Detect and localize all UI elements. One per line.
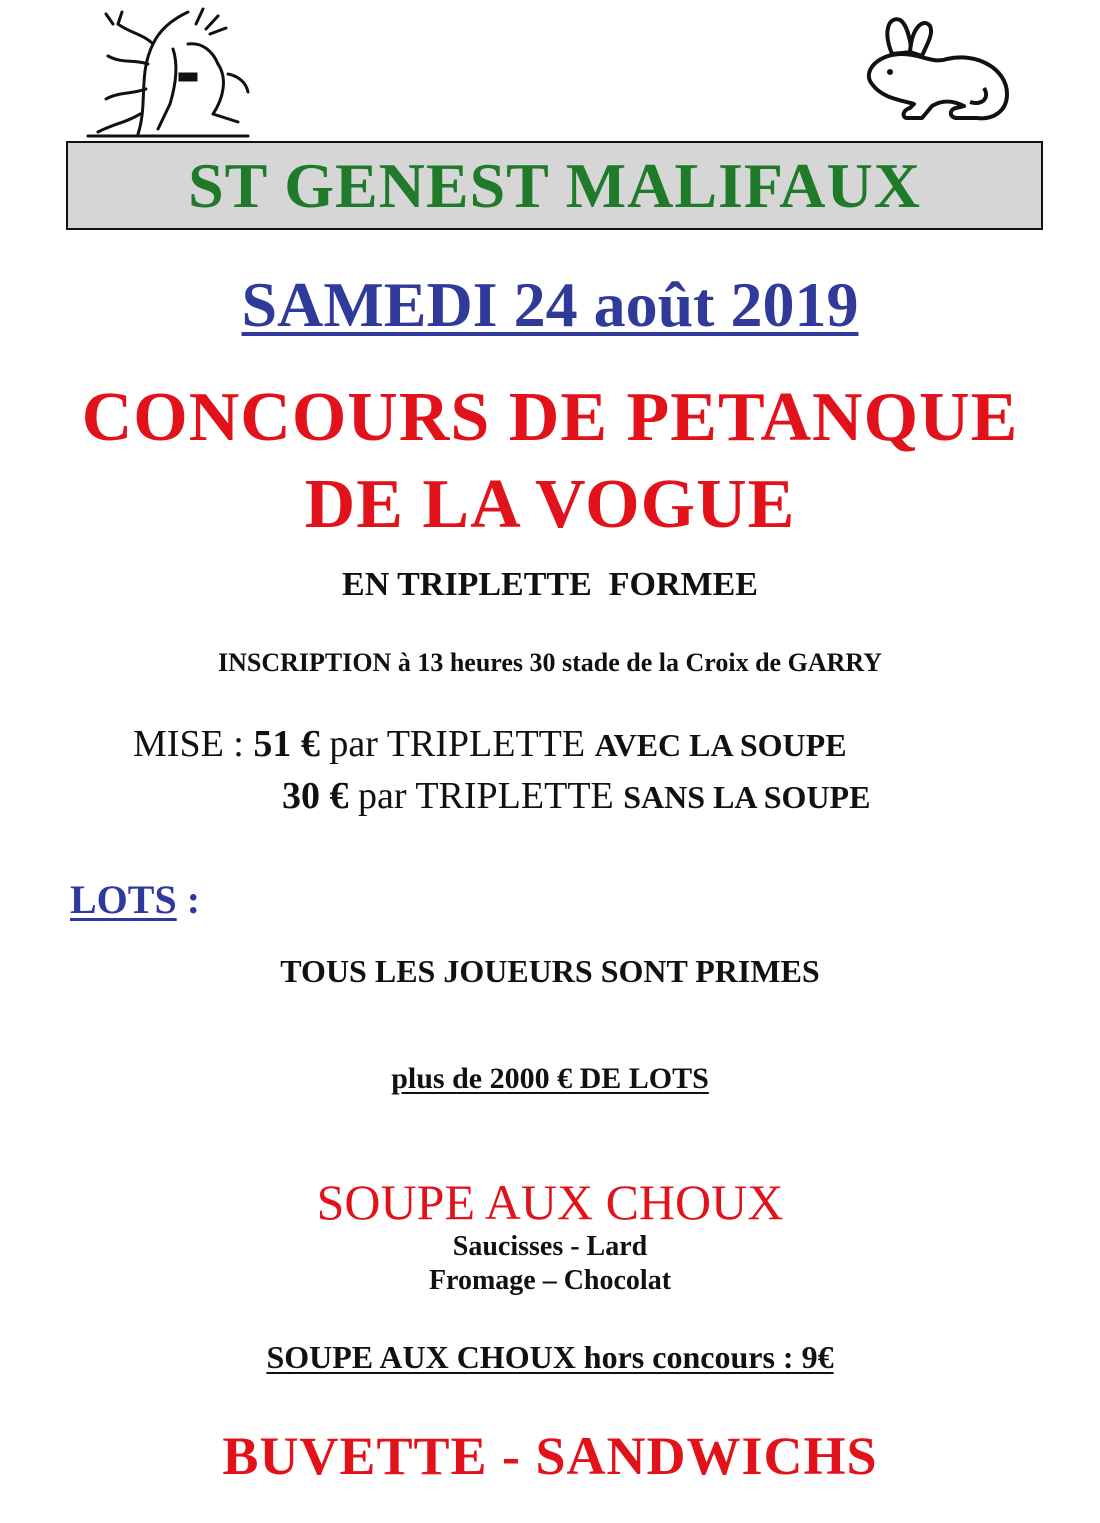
petanque-player-illustration-icon xyxy=(78,4,258,140)
lots-heading-text: LOTS xyxy=(70,877,177,922)
event-title-line2: DE LA VOGUE xyxy=(304,466,796,543)
rabbit-icon xyxy=(852,14,1018,126)
mise-amount-without-soup: 30 € xyxy=(282,775,349,817)
event-title-line1: CONCOURS DE PETANQUE xyxy=(81,379,1019,456)
town-banner xyxy=(66,141,1043,230)
soupe-title: SOUPE AUX CHOUX xyxy=(316,1174,784,1230)
soupe-item: Fromage – Chocolat xyxy=(428,1265,672,1296)
soupe-item: Saucisses - Lard xyxy=(452,1231,648,1262)
mise-amount-with-soup: 51 € xyxy=(253,723,320,765)
mise-suffix-with-soup: AVEC LA SOUPE xyxy=(594,727,847,763)
mise-text-with-soup: par TRIPLETTE xyxy=(319,723,595,765)
lots-heading xyxy=(70,876,200,923)
soupe-hors-concours-text: SOUPE AUX CHOUX hors concours : 9€ xyxy=(266,1339,834,1375)
mise-row-with-soup xyxy=(133,722,847,766)
event-format: EN TRIPLETTE FORMEE xyxy=(342,566,758,603)
lots-total-text: plus de 2000 € DE LOTS xyxy=(391,1062,709,1095)
lots-all-players-prized: TOUS LES JOUEURS SONT PRIMES xyxy=(280,953,820,989)
mise-suffix-without-soup: SANS LA SOUPE xyxy=(623,779,871,815)
mise-text-without-soup: par TRIPLETTE xyxy=(348,775,624,817)
event-date xyxy=(0,268,1100,342)
buvette-sandwichs: BUVETTE - SANDWICHS xyxy=(222,1426,878,1486)
mise-row-without-soup xyxy=(282,774,870,818)
town-name: ST GENEST MALIFAUX xyxy=(188,149,921,221)
lots-heading-colon: : xyxy=(176,877,201,922)
mise-label: MISE : xyxy=(133,723,254,765)
event-date-text: SAMEDI 24 août 2019 xyxy=(241,269,859,340)
lots-total xyxy=(0,1062,1100,1096)
event-inscription: INSCRIPTION à 13 heures 30 stade de la Croix de GARRY xyxy=(217,648,883,677)
soupe-hors-concours xyxy=(0,1339,1100,1376)
